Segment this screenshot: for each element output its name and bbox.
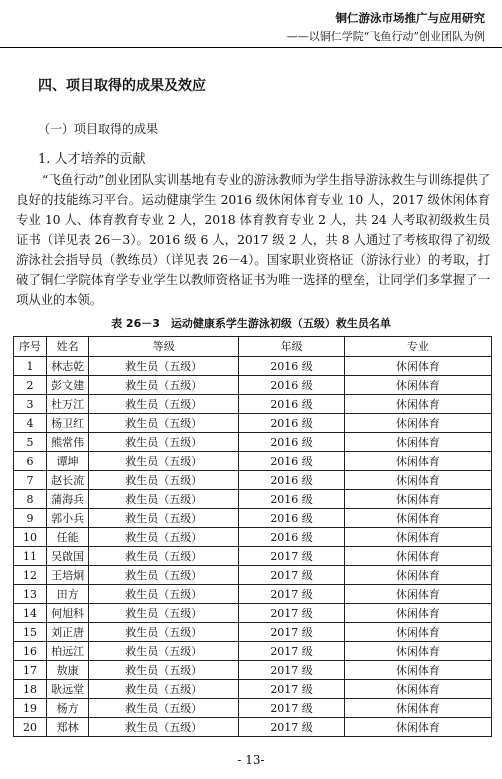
- cell-grade: 2017 级: [239, 699, 344, 718]
- cell-number: 1: [14, 357, 47, 376]
- cell-grade: 2016 级: [239, 433, 344, 452]
- cell-number: 15: [14, 623, 47, 642]
- cell-grade: 2017 级: [239, 642, 344, 661]
- cell-name: 刘正唐: [47, 623, 89, 642]
- cell-number: 20: [14, 718, 47, 737]
- cell-level: 救生员（五级）: [89, 680, 239, 699]
- cell-number: 11: [14, 547, 47, 566]
- cell-name: 赵长流: [47, 471, 89, 490]
- cell-level: 救生员（五级）: [89, 661, 239, 680]
- cell-number: 18: [14, 680, 47, 699]
- cell-number: 12: [14, 566, 47, 585]
- cell-level: 救生员（五级）: [89, 566, 239, 585]
- cell-level: 救生员（五级）: [89, 642, 239, 661]
- cell-name: 熊常伟: [47, 433, 89, 452]
- cell-major: 休闲体育: [344, 699, 491, 718]
- table-row: [14, 414, 492, 433]
- table-row: [14, 642, 492, 661]
- cell-level: 救生员（五级）: [89, 547, 239, 566]
- cell-level: 救生员（五级）: [89, 395, 239, 414]
- cell-level: 救生员（五级）: [89, 623, 239, 642]
- table-row: [14, 433, 492, 452]
- cell-name: 柏远江: [47, 642, 89, 661]
- cell-grade: 2017 级: [239, 661, 344, 680]
- table-row: [14, 471, 492, 490]
- cell-level: 救生员（五级）: [89, 433, 239, 452]
- cell-grade: 2016 级: [239, 490, 344, 509]
- table-row: [14, 452, 492, 471]
- cell-level: 救生员（五级）: [89, 376, 239, 395]
- cell-grade: 2017 级: [239, 547, 344, 566]
- cell-name: 杨方: [47, 699, 89, 718]
- body-paragraph: “飞鱼行动”创业团队实训基地有专业的游泳教师为学生指导游泳救生与训练提供了良好的技能练习平台。运动健康学生 2016 级休闲体育专业 10 人，2017 级休闲体育专业 10 人、体育教育专业 2 人，2018 体育教育专业 2 人，共 24 人考取初级救生员证书（详见表 26－3）。2016 级 6 人，2017 级 2 人，共 8 人通过了考核取得了初级游泳社会指导员（教练员）（详见表 26－4）。国家职业资格证（游泳行业）的考取，打破了铜仁学院体育学专业学生以教师资格证书为唯一选择的壁垒，让同学们多掌握了一项从业的本领。: [16, 172, 490, 307]
- header-cell-number: 序号: [14, 337, 47, 357]
- cell-number: 19: [14, 699, 47, 718]
- cell-major: 休闲体育: [344, 623, 491, 642]
- cell-name: 彭文建: [47, 376, 89, 395]
- cell-number: 17: [14, 661, 47, 680]
- cell-major: 休闲体育: [344, 395, 491, 414]
- cell-name: 任能: [47, 528, 89, 547]
- lifeguard-roster-table: [13, 336, 492, 737]
- cell-major: 休闲体育: [344, 452, 491, 471]
- cell-level: 救生员（五级）: [89, 718, 239, 737]
- cell-major: 休闲体育: [344, 547, 491, 566]
- cell-grade: 2016 级: [239, 414, 344, 433]
- cell-level: 救生员（五级）: [89, 471, 239, 490]
- cell-grade: 2017 级: [239, 718, 344, 737]
- cell-grade: 2017 级: [239, 566, 344, 585]
- cell-grade: 2016 级: [239, 471, 344, 490]
- cell-number: 3: [14, 395, 47, 414]
- table-row: [14, 585, 492, 604]
- cell-major: 休闲体育: [344, 528, 491, 547]
- cell-level: 救生员（五级）: [89, 490, 239, 509]
- table-row: [14, 490, 492, 509]
- cell-name: 耿远堂: [47, 680, 89, 699]
- cell-major: 休闲体育: [344, 471, 491, 490]
- cell-level: 救生员（五级）: [89, 357, 239, 376]
- table-body: [14, 357, 492, 737]
- cell-grade: 2017 级: [239, 585, 344, 604]
- cell-major: 休闲体育: [344, 661, 491, 680]
- running-header-title: 铜仁游泳市场推广与应用研究: [335, 11, 485, 25]
- cell-major: 休闲体育: [344, 357, 491, 376]
- cell-grade: 2016 级: [239, 528, 344, 547]
- header-cell-level: 等级: [89, 337, 239, 357]
- header-cell-major: 专业: [344, 337, 491, 357]
- cell-name: 杜万江: [47, 395, 89, 414]
- cell-major: 休闲体育: [344, 490, 491, 509]
- cell-major: 休闲体育: [344, 376, 491, 395]
- cell-grade: 2016 级: [239, 395, 344, 414]
- cell-number: 9: [14, 509, 47, 528]
- cell-number: 16: [14, 642, 47, 661]
- table-caption: 表 26－3 运动健康系学生游泳初级（五级）救生员名单: [111, 317, 391, 330]
- cell-name: 郑林: [47, 718, 89, 737]
- cell-name: 敖康: [47, 661, 89, 680]
- cell-level: 救生员（五级）: [89, 585, 239, 604]
- header-rule: [0, 47, 502, 48]
- table-row: [14, 376, 492, 395]
- cell-number: 4: [14, 414, 47, 433]
- cell-number: 7: [14, 471, 47, 490]
- table-row: [14, 395, 492, 414]
- cell-grade: 2016 级: [239, 376, 344, 395]
- table-header-row: [14, 337, 492, 357]
- cell-name: 杨卫红: [47, 414, 89, 433]
- cell-number: 13: [14, 585, 47, 604]
- cell-number: 8: [14, 490, 47, 509]
- cell-grade: 2016 级: [239, 357, 344, 376]
- cell-major: 休闲体育: [344, 604, 491, 623]
- table-row: [14, 566, 492, 585]
- table-row: [14, 680, 492, 699]
- cell-grade: 2017 级: [239, 604, 344, 623]
- running-header-subtitle: ——以铜仁学院“飞鱼行动”创业团队为例: [286, 30, 485, 43]
- cell-major: 休闲体育: [344, 566, 491, 585]
- cell-major: 休闲体育: [344, 433, 491, 452]
- running-header: [287, 10, 485, 45]
- cell-grade: 2016 级: [239, 452, 344, 471]
- cell-number: 5: [14, 433, 47, 452]
- table-row: [14, 699, 492, 718]
- cell-grade: 2017 级: [239, 680, 344, 699]
- page-number: - 13-: [237, 753, 265, 767]
- cell-major: 休闲体育: [344, 718, 491, 737]
- cell-number: 10: [14, 528, 47, 547]
- table-row: [14, 528, 492, 547]
- cell-major: 休闲体育: [344, 680, 491, 699]
- cell-number: 2: [14, 376, 47, 395]
- cell-name: 蒲海兵: [47, 490, 89, 509]
- header-cell-grade: 年级: [239, 337, 344, 357]
- cell-name: 谭坤: [47, 452, 89, 471]
- table-row: [14, 623, 492, 642]
- table-row: [14, 547, 492, 566]
- cell-level: 救生员（五级）: [89, 452, 239, 471]
- cell-major: 休闲体育: [344, 414, 491, 433]
- cell-name: 何旭科: [47, 604, 89, 623]
- cell-name: 王培炯: [47, 566, 89, 585]
- cell-grade: 2017 级: [239, 623, 344, 642]
- table-row: [14, 509, 492, 528]
- cell-level: 救生员（五级）: [89, 414, 239, 433]
- cell-level: 救生员（五级）: [89, 509, 239, 528]
- table-row: [14, 604, 492, 623]
- paragraph-heading: 1. 人才培养的贡献: [38, 152, 146, 167]
- cell-name: 郭小兵: [47, 509, 89, 528]
- table-row: [14, 357, 492, 376]
- table-row: [14, 661, 492, 680]
- subsection-title: （一）项目取得的成果: [38, 122, 159, 136]
- cell-number: 14: [14, 604, 47, 623]
- section-title: 四、项目取得的成果及效应: [38, 78, 206, 94]
- header-cell-name: 姓名: [47, 337, 89, 357]
- cell-name: 吴啟国: [47, 547, 89, 566]
- cell-level: 救生员（五级）: [89, 604, 239, 623]
- cell-name: 林志乾: [47, 357, 89, 376]
- cell-level: 救生员（五级）: [89, 528, 239, 547]
- cell-major: 休闲体育: [344, 509, 491, 528]
- cell-level: 救生员（五级）: [89, 699, 239, 718]
- cell-major: 休闲体育: [344, 642, 491, 661]
- cell-major: 休闲体育: [344, 585, 491, 604]
- cell-name: 田方: [47, 585, 89, 604]
- table-row: [14, 718, 492, 737]
- cell-number: 6: [14, 452, 47, 471]
- cell-grade: 2016 级: [239, 509, 344, 528]
